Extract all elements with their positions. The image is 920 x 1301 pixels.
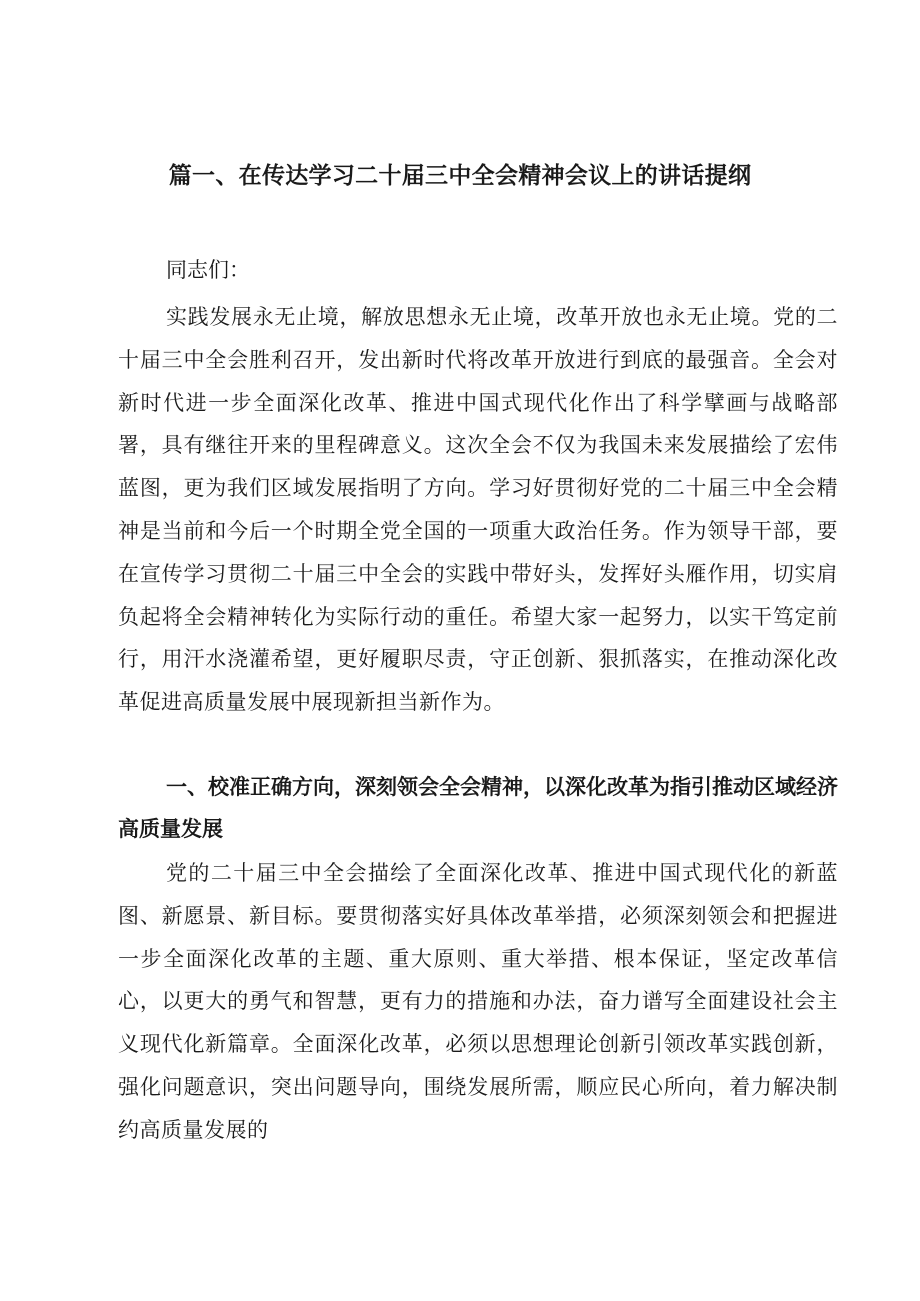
section-body-paragraph: 党的二十届三中全会描绘了全面深化改革、推进中国式现代化的新蓝图、新愿景、新目标。要贯彻落实好具体改革举措，必须深刻领会和把握进一步全面深化改革的主题、重大原则、重大举措、根本保证，坚定改革信心，以更大的勇气和智慧，更有力的措施和办法，奋力谱写全面建设社会主义现代化新篇章。全面深化改革，必须以思想理论创新引领改革实践创新，强化问题意识，突出问题导向，围绕发展所需，顺应民心所向，着力解决制约高质量发展的: [118, 861, 838, 1142]
section-heading: 一、校准正确方向，深刻领会全会精神，以深化改革为指引推动区域经济高质量发展: [118, 775, 838, 841]
document-title: 篇一、在传达学习二十届三中全会精神会议上的讲话提纲: [168, 163, 752, 189]
body-paragraph: 实践发展永无止境，解放思想永无止境，改革开放也永无止境。党的二十届三中全会胜利召开，发出新时代将改革开放进行到底的最强音。全会对新时代进一步全面深化改革、推进中国式现代化作出了科学擘画与战略部署，具有继往开来的里程碑意义。这次全会不仅为我国未来发展描绘了宏伟蓝图，更为我们区域发展指明了方向。学习好贯彻好党的二十届三中全会精神是当前和今后一个时期全党全国的一项重大政治任务。作为领导干部，要在宣传学习贯彻二十届三中全会的实践中带好头，发挥好头雁作用，切实肩负起将全会精神转化为实际行动的重任。希望大家一起努力，以实干笃定前行，用汗水浇灌希望，更好履职尽责，守正创新、狠抓落实，在推动深化改革促进高质量发展中展现新担当新作为。: [118, 305, 838, 715]
greeting-line: 同志们：: [166, 258, 250, 282]
